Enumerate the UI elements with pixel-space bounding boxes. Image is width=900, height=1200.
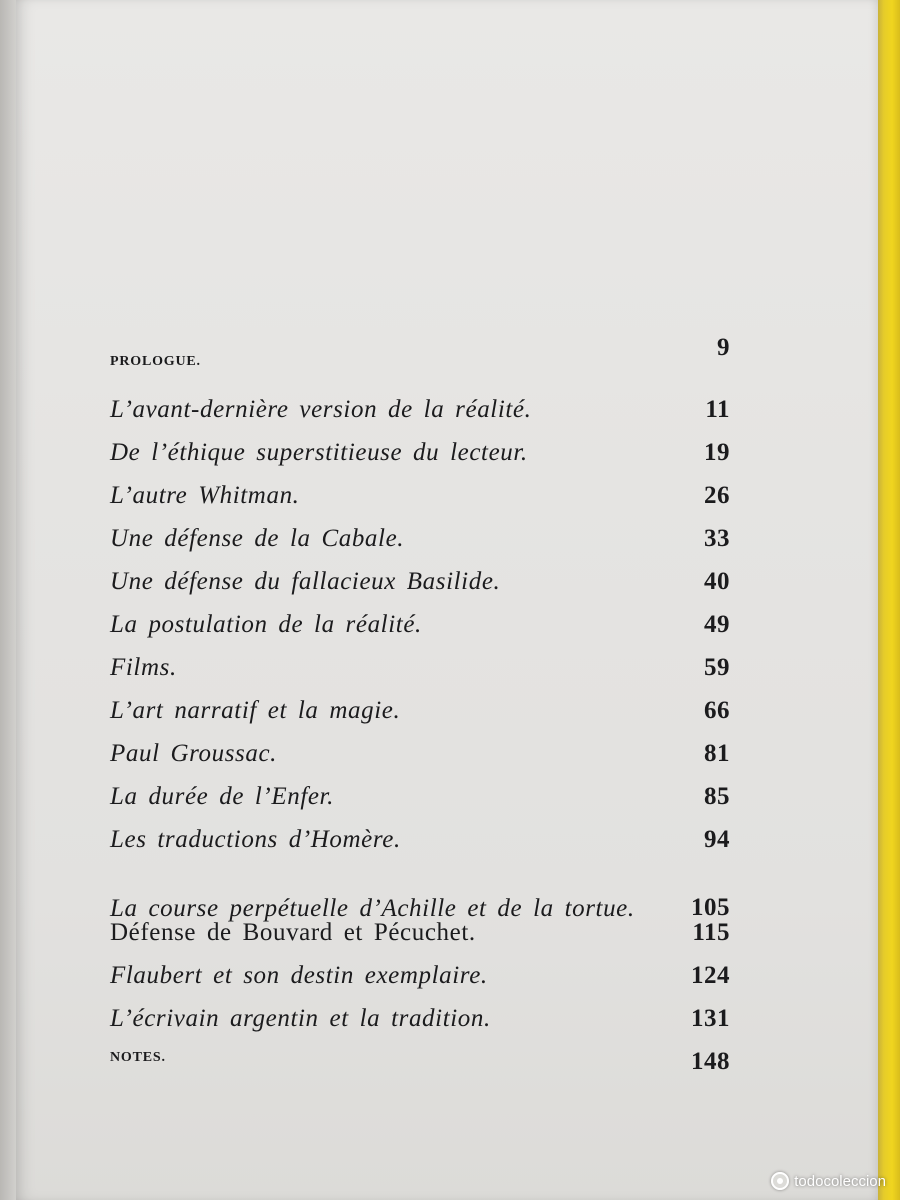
toc-entry — [110, 603, 730, 643]
toc-entry-title: Films. — [110, 654, 177, 681]
toc-entry — [110, 431, 730, 471]
toc-entry-page: 40 — [704, 568, 730, 595]
toc-entry-title: Paul Groussac. — [110, 740, 278, 767]
toc-entry — [110, 388, 730, 428]
toc-entry-title: L’avant-dernière version de la réalité. — [110, 396, 532, 423]
yellow-cover-edge — [878, 0, 900, 1200]
toc-entry-page: 124 — [691, 962, 730, 989]
toc-entry — [110, 732, 730, 772]
toc-entry — [110, 911, 730, 951]
toc-entry-prologue — [110, 336, 730, 376]
toc-entry-page: 11 — [705, 396, 730, 423]
toc-entry-page: 33 — [704, 525, 730, 552]
toc-entry-title: L’autre Whitman. — [110, 482, 300, 509]
toc-entry-title: Une défense du fallacieux Basilide. — [110, 568, 501, 595]
toc-entry-page: 131 — [691, 1005, 730, 1032]
toc-entry-title: La course perpétuelle d’Achille et de la tortue. — [110, 895, 635, 922]
toc-entry-title: L’écrivain argentin et la tradition. — [110, 1005, 491, 1032]
toc-entry — [110, 517, 730, 557]
toc-entry — [110, 560, 730, 600]
toc-entry-title: L’art narratif et la magie. — [110, 697, 401, 724]
toc-entry-page: 105 — [691, 894, 730, 921]
watermark-text: todocoleccion — [794, 1172, 886, 1190]
toc-entry-page: 49 — [704, 611, 730, 638]
toc-entry-notes — [110, 1036, 730, 1080]
toc-entry — [110, 954, 730, 994]
toc-entry-page: 59 — [704, 654, 730, 681]
toc-entry — [110, 997, 730, 1037]
toc-entry-title: Les traductions d’Homère. — [110, 826, 401, 853]
table-of-contents — [110, 334, 730, 1075]
toc-entry-page: 81 — [704, 740, 730, 767]
book-page — [16, 0, 878, 1200]
toc-entry-title: PROLOGUE. — [110, 354, 201, 369]
toc-entry-page: 94 — [704, 826, 730, 853]
toc-entry-page: 85 — [704, 783, 730, 810]
toc-entry-title: La durée de l’Enfer. — [110, 783, 334, 810]
toc-entry-page: 26 — [704, 482, 730, 509]
toc-entry-title: Une défense de la Cabale. — [110, 525, 405, 552]
toc-entry-title: NOTES. — [110, 1050, 166, 1065]
toc-entry — [110, 474, 730, 514]
watermark — [771, 1172, 886, 1190]
toc-entry-title: Défense de Bouvard et Pécuchet. — [110, 919, 476, 946]
toc-entry — [110, 818, 730, 858]
todocoleccion-logo-icon — [771, 1172, 789, 1190]
toc-entry — [110, 646, 730, 686]
toc-entry-title: De l’éthique superstitieuse du lecteur. — [110, 439, 528, 466]
toc-entry-page: 115 — [692, 919, 730, 946]
toc-entry-page: 66 — [704, 697, 730, 724]
toc-entry — [110, 689, 730, 729]
toc-entry-title: La postulation de la réalité. — [110, 611, 422, 638]
toc-entry — [110, 775, 730, 815]
toc-entry-title: Flaubert et son destin exemplaire. — [110, 962, 488, 989]
toc-entry-page: 9 — [717, 334, 730, 361]
toc-entry-page: 19 — [704, 439, 730, 466]
toc-entry-page: 148 — [691, 1048, 730, 1075]
